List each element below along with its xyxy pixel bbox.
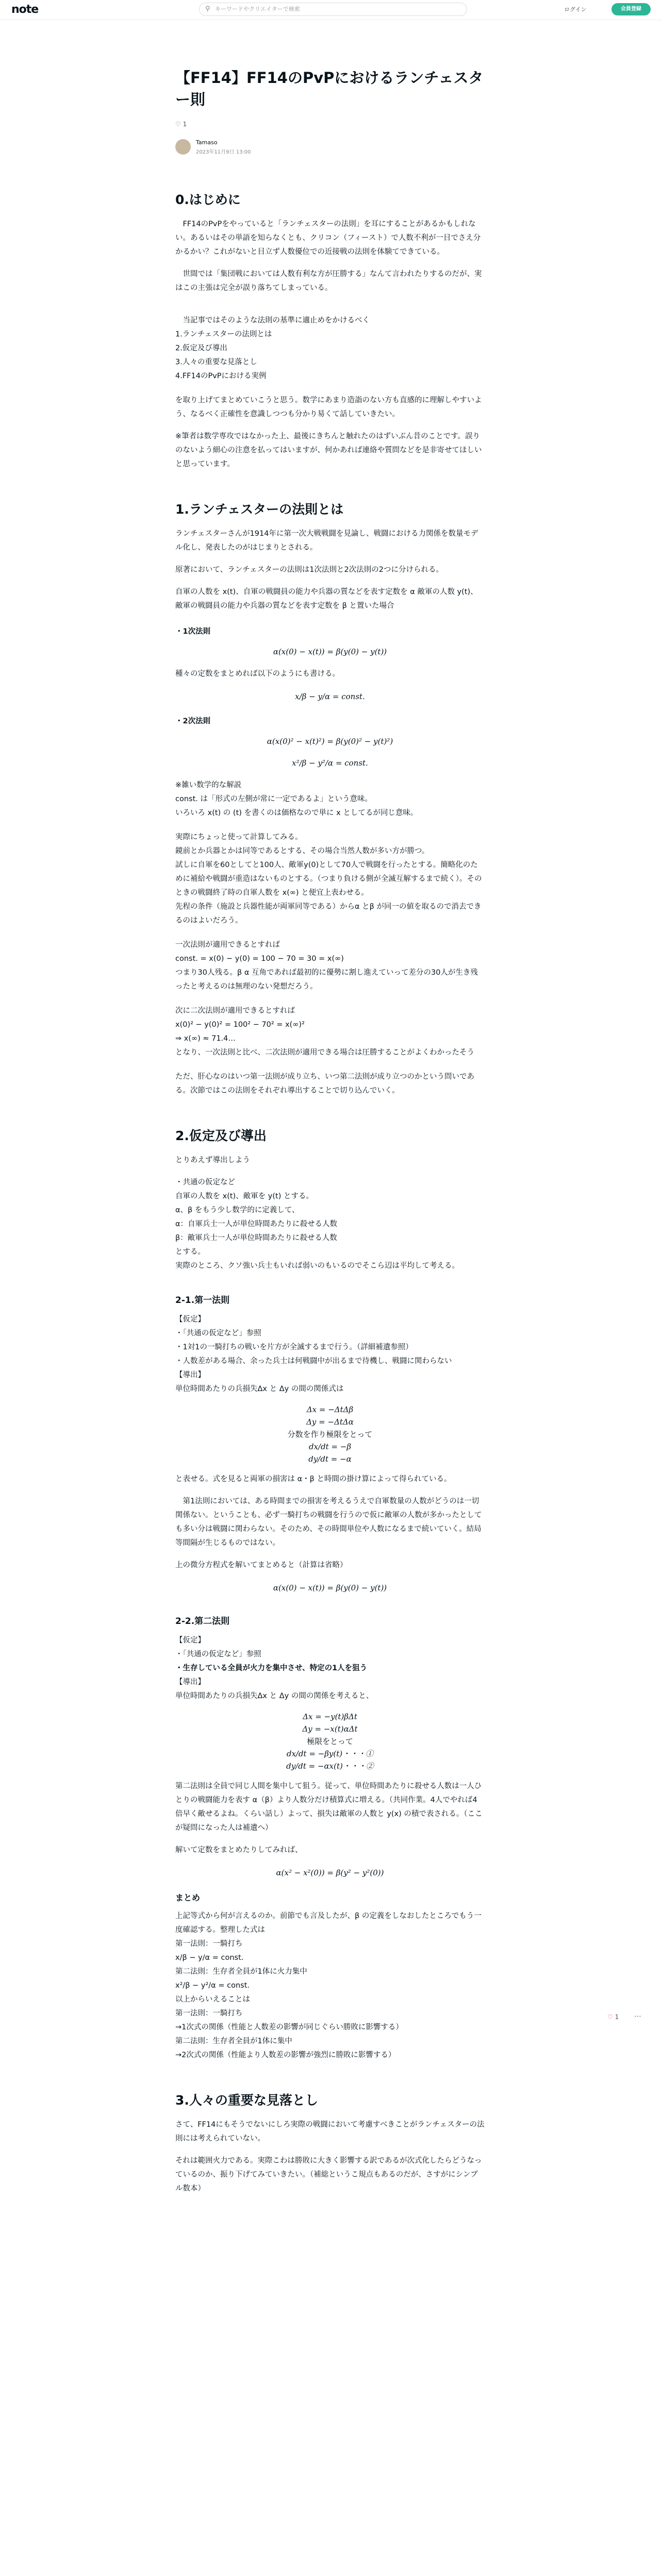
note-line: 試しに自軍を60としてと100人、敵軍y(0)として70人で戦闘を行ったとする。簡略化のために補給や戦闘が重造はないものとする。（つまり負ける側が全滅互解するまで続く）。そのときの戦闘終了時の自軍人数を x(∞) と便宜上表わせる。	[175, 861, 482, 897]
equation-line: 極限をとって	[307, 1737, 353, 1746]
paragraph: 第1法則においては、ある時間までの損害を考えるうえで自軍数量の人数がどうのは一切関係ない。ということも、必ず一騎打ちの戦闘を行うので仮に敵軍の人数が多かったとしても多い分は戦闘に関わらない。そのため、その時間単位や人数になるまで続いていく。結局等間隔が生じるものではない。	[175, 1497, 482, 1547]
law-label: ・1次法則	[175, 628, 211, 636]
paragraph: さて、FF14にもそうでないにしろ実際の戦闘において考慮すべきことがランチェスターの法則には考えられていない。	[175, 2121, 485, 2143]
summary-line: 第一法則：一騎打ち	[175, 2009, 243, 2018]
equation-line: Δx = −y(t)βΔt	[303, 1712, 357, 1721]
signup-button[interactable]: 会員登録	[611, 3, 651, 15]
search-placeholder: キーワードやクリエイターで検索	[215, 6, 300, 12]
paragraph: 種々の定数をまとめれば以下のようにも書ける。	[175, 670, 340, 678]
law-label: ・2次法則	[175, 717, 211, 725]
like-count: 1	[183, 121, 187, 128]
top-bar	[0, 0, 662, 20]
article-title: 【FF14】FF14のPvPにおけるランチェスター則	[175, 69, 484, 108]
avatar[interactable]	[175, 139, 191, 155]
summary-line: 第一法則：一騎打ち	[175, 1940, 243, 1948]
list-item: ・共通の仮定など	[175, 1178, 235, 1187]
summary-line: x/β − y/α = const.	[175, 1954, 244, 1962]
list-item: β：敵軍兵士一人が単位時間あたりに殺せる人数	[175, 1234, 337, 1242]
list-item: 【導出】	[175, 1371, 205, 1379]
list-item: α：自軍兵士一人が単位時間あたりに殺せる人数	[175, 1220, 338, 1228]
note-line: x(0)² − y(0)² = 100² − 70² = x(∞)²	[175, 1021, 305, 1029]
article	[175, 67, 485, 2204]
equation: x/β − y/α = const.	[295, 692, 365, 701]
section-heading: 2.仮定及び導出	[175, 1128, 267, 1143]
note-line: 一次法則が適用できるとすれば	[175, 941, 280, 949]
summary-line: 以上からいえることは	[175, 1995, 250, 2004]
note-line: const. は「形式の左側が常に一定であるよ」という意味。	[175, 795, 372, 803]
like-row	[175, 121, 485, 133]
note-line: 先程の条件（施設と兵器性能が両軍同等である）からα とβ が同一の値を取るので消去できるのはよいだろう。	[175, 903, 482, 925]
note-line: となり、一次法則と比べ、二次法則が適用できる場合は圧勝することがよくわかったそう	[175, 1048, 474, 1057]
list-item: とする。	[175, 1248, 205, 1256]
paragraph: を取り上げてまとめていこうと思う。数学にあまり造詣のない方も直感的に理解しやすいよう、なるべく正確性を意識しつつも分かり易くて話していきたい。	[175, 396, 482, 418]
author-name[interactable]: Tamaso	[196, 139, 218, 146]
note-line: 次に二次法則が適用できるとすれば	[175, 1007, 295, 1015]
paragraph: ただ、肝心なのはいつ第一法則が成り立ち、いつ第二法則が成り立つのかという問いである。次節ではこの法則をそれぞれ導出することで切り込んでいく。	[175, 1073, 474, 1095]
note-line: const. = x(0) − y(0) = 100 − 70 = 30 = x(∞)	[175, 955, 344, 963]
list-item: ・「共通の仮定など」参照	[175, 1329, 261, 1337]
author-block	[175, 137, 485, 162]
equation-line: Δy = −x(t)αΔt	[302, 1724, 358, 1734]
paragraph: ※筆者は数学専攻ではなかった上、最後にきちんと触れたのはずいぶん昔のことです。誤りのないよう細心の注意を払ってはいますが、何かあれば連絡や質問などを是非寄せてほしいと思っています。	[175, 432, 482, 468]
list-item: 4.FF14のPvPにおける実例	[175, 372, 267, 380]
note-line: ※雑い数学的な解説	[175, 781, 242, 789]
note-line: 実際にちょっと使って計算してみる。	[175, 833, 303, 841]
note-logo[interactable]: note	[11, 3, 39, 16]
equation: α(x(0)² − x(t)²) = β(y(0)² − y(t)²)	[267, 737, 393, 746]
equation-line: dx/dt = −βy(t)・・・①	[286, 1749, 374, 1758]
subsection-heading: 2-1.第一法則	[175, 1295, 230, 1306]
summary-line: 第二法則：生存者全員が1体に集中	[175, 2037, 292, 2045]
paragraph: 原著において、ランチェスターの法則は1次法則と2次法則の2つに分けられる。	[175, 566, 443, 574]
paragraph: それは範囲火力である。実際こわは勝敗に大きく影響する訳であるが次式化したらどうなっているのか、振り下げてみていきたい。（補総というこ規点もあるのだが、さすがにシンプル数本）	[175, 2157, 482, 2193]
section-heading: 0.はじめに	[175, 192, 241, 207]
list-item: ・人数差がある場合、余った兵士は何戦闘中が出るまで待機し、戦闘に関わらない	[175, 1357, 452, 1365]
note-line: ⇒ x(∞) ≈ 71.4…	[175, 1035, 236, 1043]
paragraph: 当記事ではそのような法則の基準に適止めをかけるべく	[175, 316, 370, 325]
list-item: 1.ランチェスターの法則とは	[175, 330, 272, 338]
equation-line: Δx = −ΔtΔβ	[306, 1405, 354, 1414]
list-item: α、β をもう少し数学的に定義して、	[175, 1206, 300, 1214]
heart-icon: ♡	[607, 2013, 613, 2021]
list-item: 【導出】	[175, 1678, 205, 1686]
search-input[interactable]	[199, 3, 467, 16]
paragraph: 自軍の人数を x(t)、自軍の戦闘員の能力や兵器の質などを表す定数を α 敵軍の人数 y(t)、敵軍の戦闘員の能力や兵器の質などを表す定数を β と置いた場合	[175, 588, 478, 610]
section-heading: 1.ランチェスターの法則とは	[175, 502, 344, 517]
list-item: 単位時間あたりの兵損失Δx と Δy の間の関係式は	[175, 1385, 344, 1393]
heart-icon[interactable]: ♡	[175, 121, 181, 128]
login-link[interactable]: ログイン	[564, 6, 587, 13]
list-item: 単位時間あたりの兵損失Δx と Δy の間の関係を考えると、	[175, 1692, 374, 1700]
summary-heading: まとめ	[175, 1893, 201, 1903]
list-item: ・「共通の仮定など」参照	[175, 1650, 261, 1658]
equation-line: dy/dt = −αx(t)・・・②	[286, 1761, 374, 1771]
equation: α(x(0) − x(t)) = β(y(0) − y(t))	[273, 1583, 387, 1592]
list-item: ・生存している全員が火力を集中させ、特定の1人を狙う	[175, 1664, 368, 1672]
summary-line: →1次式の関係（性能と人数差の影響が同じぐらい勝敗に影響する）	[175, 2023, 403, 2031]
paragraph: と表せる。式を見ると両軍の損害は α・β と時間の掛け算によって得られている。	[175, 1475, 452, 1483]
subsection-heading: 2-2.第二法則	[175, 1616, 230, 1626]
list-item: 【仮定】	[175, 1315, 205, 1324]
list-item: 自軍の人数を x(t)、敵軍を y(t) とする。	[175, 1192, 313, 1200]
list-item: 2.仮定及び導出	[175, 344, 227, 352]
paragraph: 第二法則は全員で同じ人間を集中して狙う。従って、単位時間あたりに殺せる人数は一人ひとりの戦闘能力を表す α（β）より人数分だけ積算式に増える。（共同作業。4人でやれば4倍早く敵せるよね。くらい話し）よって、損失は敵軍の人数と y(x) の積で表される。（ここが疑問になった人は補遺へ）	[175, 1782, 483, 1832]
search-icon: ⚲	[205, 5, 210, 13]
paragraph: FF14のPvPをやっていると「ランチェスターの法則」を耳にすることがあるかもしれない。あるいはその単語を知らなくとも、クリコン（フィースト）で人数不利が一目でさえ分かるかい？これがないと目立ず人数優位での近接戦の法則を体験てできている。	[175, 220, 481, 256]
equation-line: dy/dt = −α	[308, 1454, 352, 1464]
list-item: 3.人々の重要な見落とし	[175, 358, 257, 366]
paragraph: とりあえず導出しよう	[175, 1156, 250, 1164]
equation: α(x(0) − x(t)) = β(y(0) − y(t))	[273, 647, 387, 656]
paragraph: 上の微分方程式を解いてまとめると（計算は省略）	[175, 1561, 347, 1569]
list-item: 【仮定】	[175, 1636, 205, 1645]
list-item: 実際のところ、クソ強い兵士もいれば弱いのもいるのでそこら辺は平均して考える。	[175, 1262, 459, 1270]
paragraph: 解いて定数をまとめたりしてみれば、	[175, 1846, 303, 1854]
equation	[175, 1403, 485, 1465]
note-line: 鏡前とか兵器とかは同等であるとする、その場合当然人数が多い方が勝つ。	[175, 847, 429, 855]
list-item: ・1対1の一騎打ちの戦いを片方が全滅するまで行う。（詳細補遺参照）	[175, 1343, 413, 1351]
summary-line: →2次式の関係（性能より人数差の影響が強烈に勝敗に影響する）	[175, 2051, 396, 2059]
section-heading: 3.人々の重要な見落とし	[175, 2093, 318, 2108]
note-line: つまり30人残る。β α 互角であれば最初的に優勢に割し進えていって差分の30人が生き残ったと考えるのは無理のない発想だろう。	[175, 969, 478, 991]
summary-line: x²/β − y²/α = const.	[175, 1981, 250, 1990]
equation-line: Δy = −ΔtΔα	[306, 1417, 354, 1427]
paragraph: 世間では「集団戦においては人数有利な方が圧勝する」なんて言われたりするのだが、実はこの主張は完全が誤り落ちてしまっている。	[175, 270, 482, 292]
equation: α(x² − x²(0)) = β(y² − y²(0))	[276, 1868, 384, 1877]
equation-line: 分数を作り極限をとって	[287, 1430, 373, 1439]
equation-line: dx/dt = −β	[308, 1442, 352, 1451]
floating-like-button[interactable]	[607, 2013, 619, 2021]
paragraph: ランチェスターさんが1914年に第一次大戦戦闘を見論し、戦闘における力関係を数量モデル化し、発表したのがはじまりとされる。	[175, 530, 478, 552]
equation	[175, 1710, 485, 1772]
more-icon[interactable]: ⋯	[634, 2012, 641, 2021]
note-line: いろいろ x(t) の (t) を書くのは価格なので単に x としてるが同じ意味。	[175, 809, 418, 817]
post-date: 2023年11月9日 13:00	[196, 149, 251, 155]
summary-line: 第二法則：生存者全員が1体に火力集中	[175, 1968, 307, 1976]
floating-like-count: 1	[615, 2013, 619, 2021]
equation: x²/β − y²/α = const.	[292, 758, 368, 768]
summary-line: 上記等式から何が言えるのか。前節でも言及したが、β の定義をしなおしたところでもう一度確認する。整理した式は	[175, 1912, 482, 1934]
